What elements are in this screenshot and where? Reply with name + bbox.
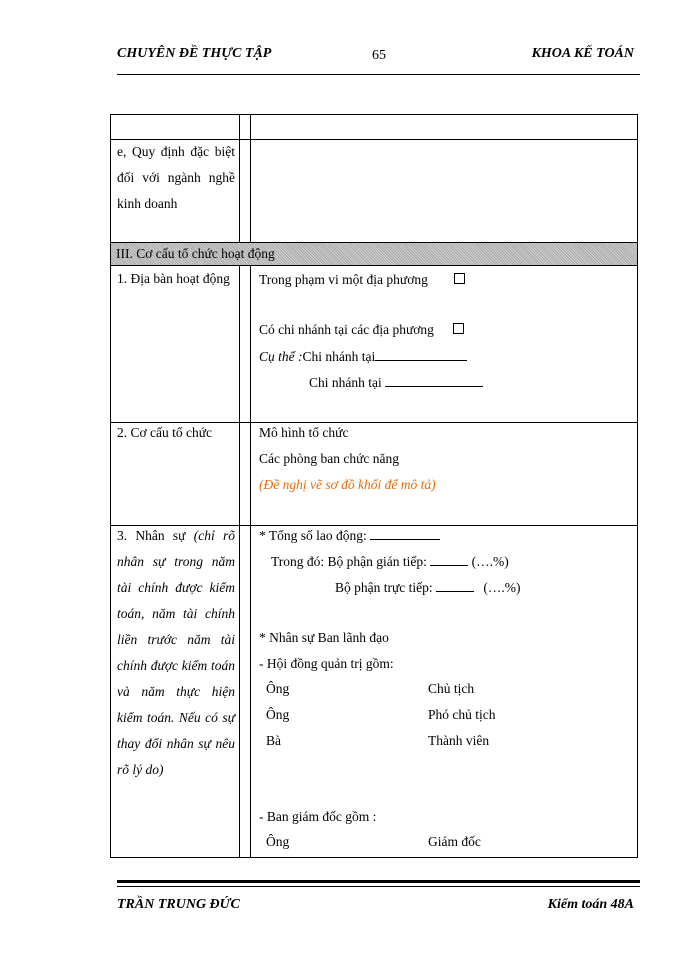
page-number: 65 [372, 48, 386, 63]
director-role: Giám đốc [428, 834, 481, 849]
checkbox-branches[interactable] [453, 323, 464, 334]
footer-rule [117, 880, 640, 883]
section-title: III. Cơ cấu tổ chức hoạt động [116, 246, 275, 261]
board-member-role: Phó chủ tịch [428, 707, 496, 722]
director-title: Ông [266, 834, 290, 849]
board-member-title: Ông [266, 707, 290, 722]
departments: Các phòng ban chức năng [259, 451, 400, 466]
staff-label: 3. Nhân sự (chỉ rõ nhân sự trong năm tài chính được kiểm toán, năm tài chính liền trước năm tài chính được kiểm toán và năm thực hiện kiểm toán. Nếu có sự thay đổi nhân sự nêu rõ lý do) [117, 528, 235, 777]
checkbox-local-only[interactable] [454, 273, 465, 284]
structure-label: 2. Cơ cấu tổ chức [117, 425, 213, 440]
footer-class: Kiểm toán 48A [547, 897, 634, 912]
option-branches: Có chi nhánh tại các địa phương [259, 322, 464, 338]
row-e-label: e, Quy định đặc biệt đối với ngành nghề kinh doanh [117, 144, 235, 211]
footer-rule [117, 886, 640, 887]
total-staff: * Tổng số lao động: [259, 527, 440, 544]
direct-staff: Bộ phận trực tiếp: (….%) [335, 580, 521, 595]
indirect-field[interactable] [430, 553, 468, 566]
diagram-note: (Đề nghị vẽ sơ đồ khối để mô tả) [259, 477, 436, 492]
branch-2-field[interactable] [385, 374, 483, 387]
header-department: KHOA KẾ TOÁN [531, 46, 634, 61]
board-heading: - Hội đồng quản trị gồm: [259, 656, 394, 671]
column-divider [250, 115, 251, 857]
option-local-only: Trong phạm vi một địa phương [259, 272, 465, 288]
footer-author: TRẦN TRUNG ĐỨC [117, 897, 240, 912]
indirect-staff: Trong đó: Bộ phận gián tiếp: (….%) [271, 554, 509, 569]
area-label: 1. Địa bàn hoạt động [117, 271, 230, 286]
board-member-title: Ông [266, 681, 290, 696]
header-title: CHUYÊN ĐỀ THỰC TẬP [117, 46, 272, 61]
header-rule [117, 74, 640, 75]
branch-line-1: Cụ thể :Chi nhánh tại [259, 348, 467, 365]
leadership-heading: * Nhân sự Ban lãnh đạo [259, 630, 389, 645]
org-model: Mô hình tổ chức [259, 425, 349, 440]
board-member-role: Thành viên [428, 733, 490, 748]
branch-line-2: Chi nhánh tại [309, 374, 483, 391]
total-staff-field[interactable] [370, 527, 440, 540]
structure-content [259, 420, 436, 498]
company-info-table [110, 114, 638, 858]
board-member-title: Bà [266, 733, 281, 748]
direct-field[interactable] [436, 579, 474, 592]
section-header [111, 242, 637, 266]
branch-1-field[interactable] [375, 348, 467, 361]
column-divider [239, 115, 240, 857]
board-member-role: Chủ tịch [428, 681, 475, 696]
directors-heading: - Ban giám đốc gồm : [259, 809, 377, 824]
page-header [117, 46, 634, 66]
